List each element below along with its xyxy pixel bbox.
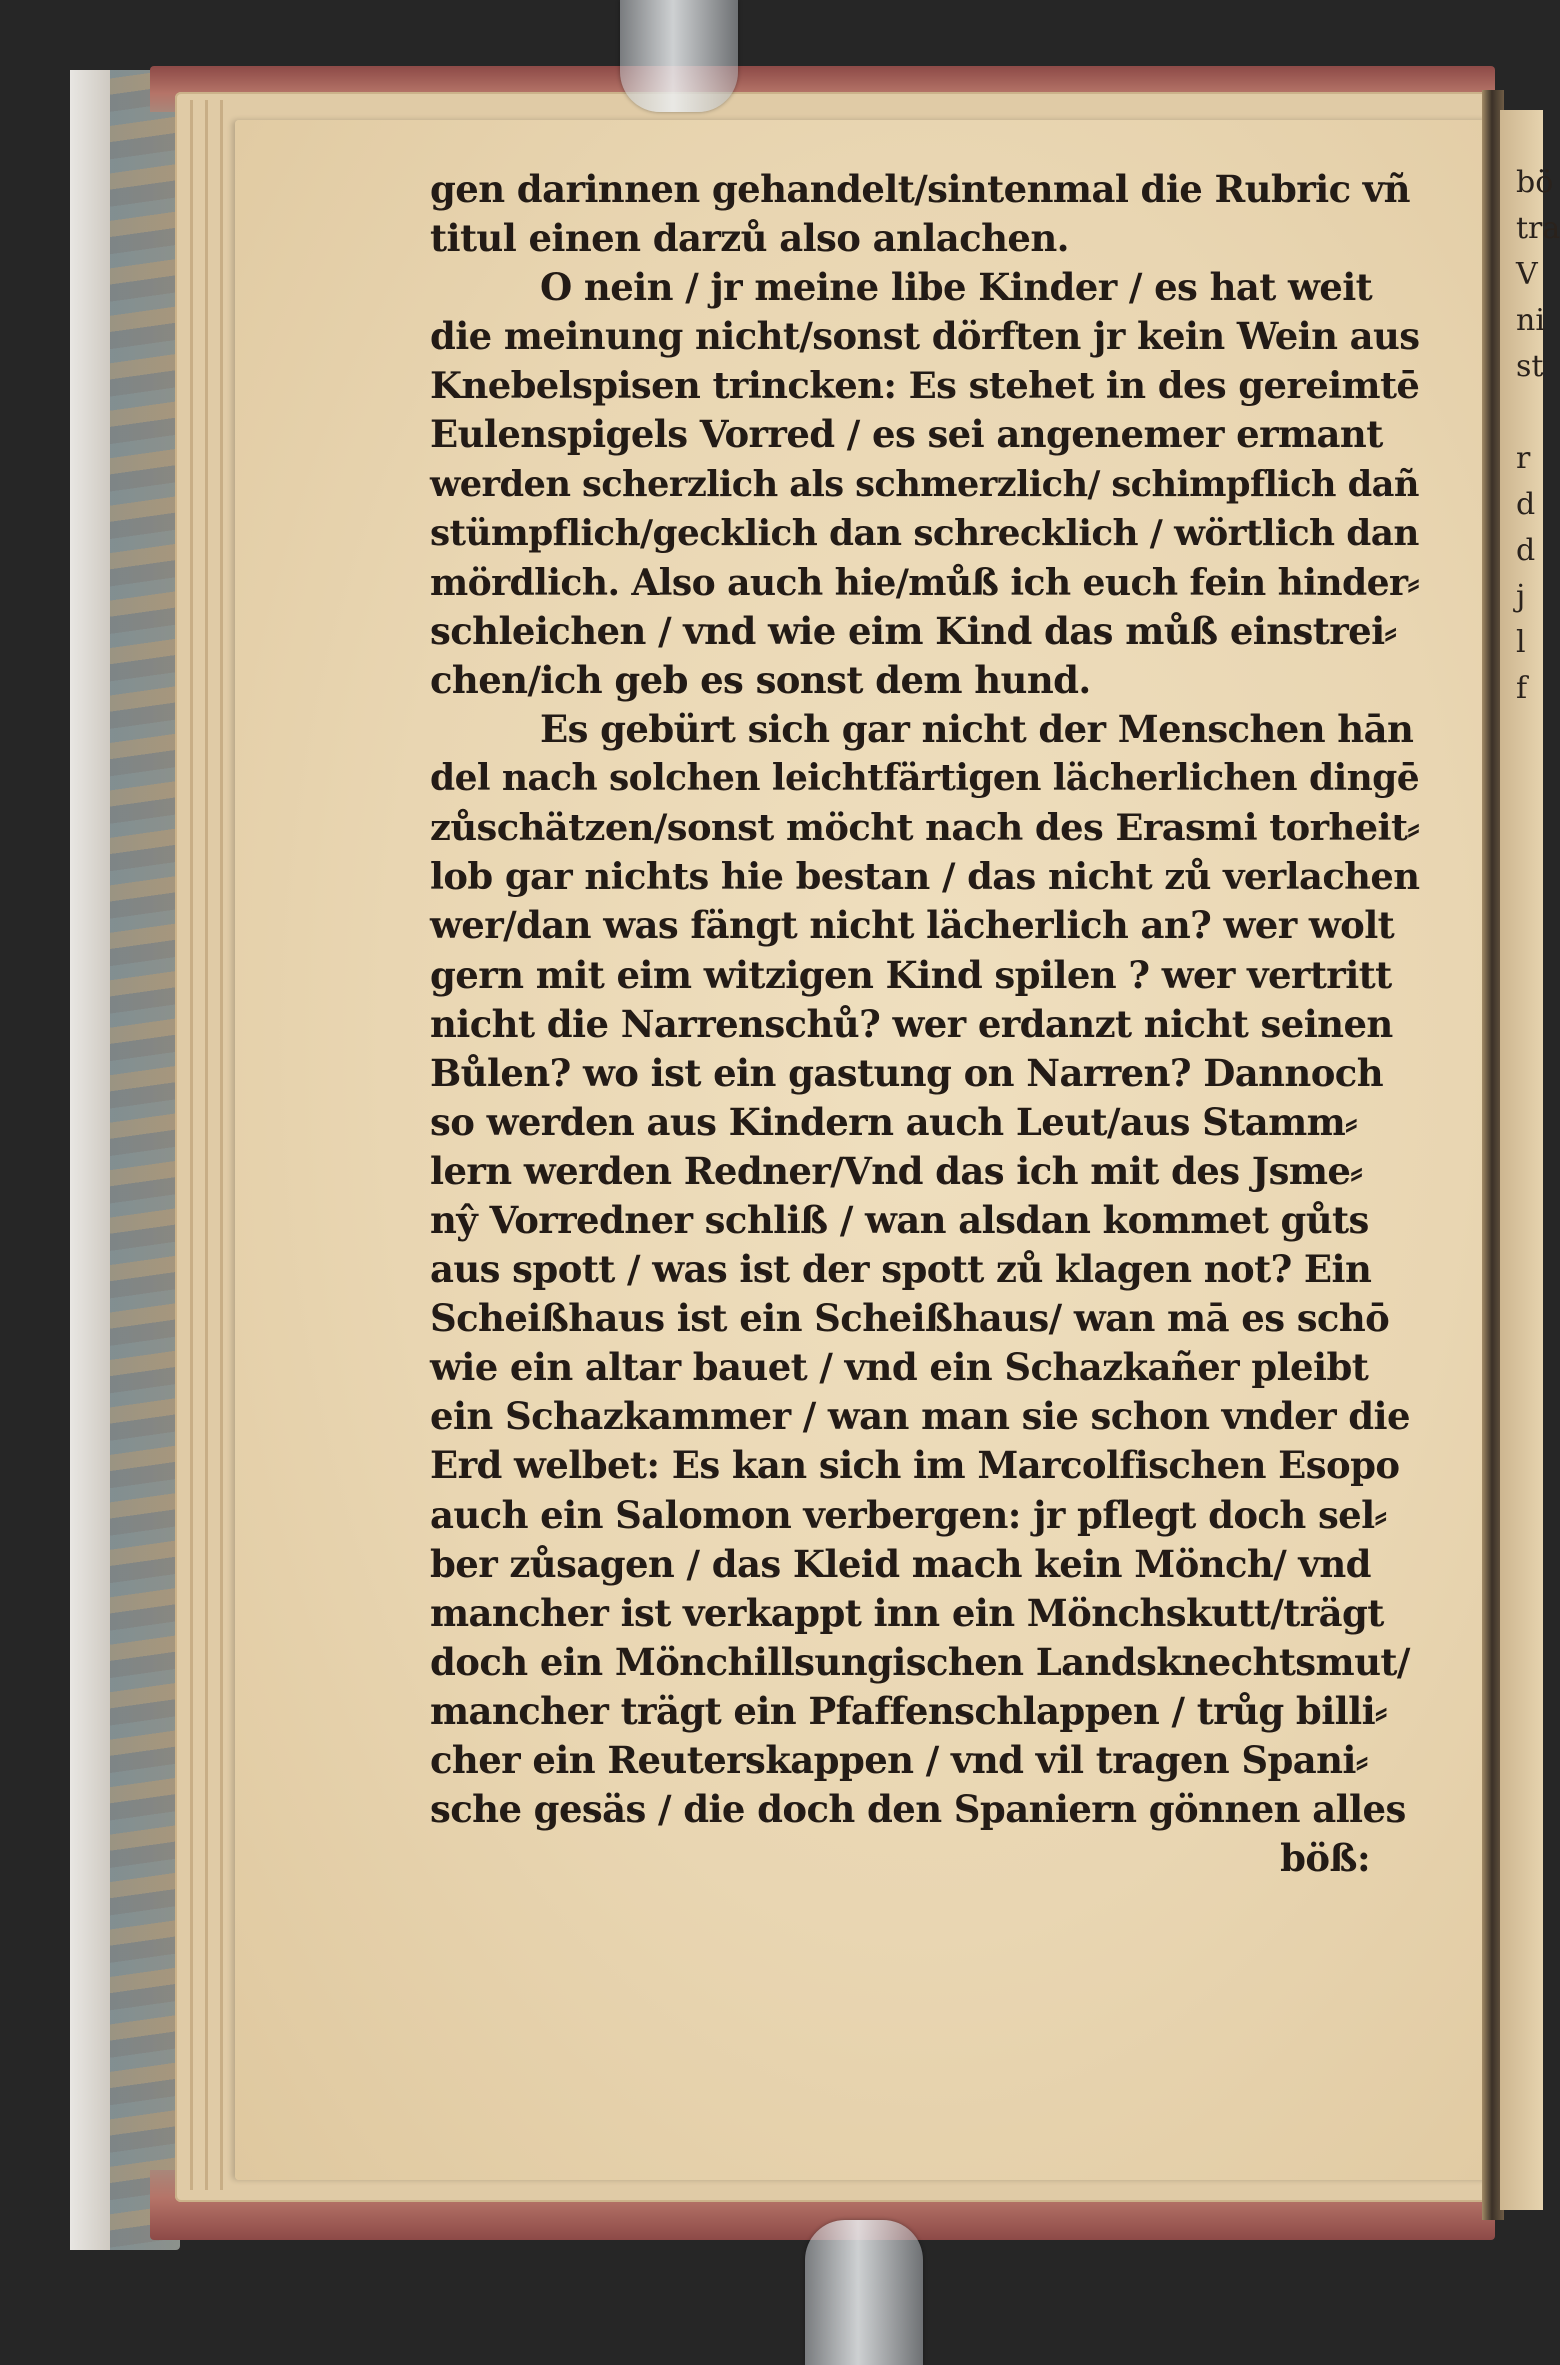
text-line: ein Schazkammer / wan man sie schon vnder die (430, 1394, 1410, 1439)
page-clip-bottom (805, 2220, 923, 2365)
text-line: lob gar nichts hie bestan / das nicht zů verlachen (430, 854, 1420, 899)
text-line: nŷ Vorredner schliß / wan alsdan kommet gůts (430, 1197, 1369, 1242)
text-line: mördlich. Also auch hie/můß ich euch fein hinder⸗ (430, 560, 1419, 604)
text-line: chen/ich geb es sonst dem hund. (430, 657, 1091, 702)
text-line: lern werden Redner/Vnd das ich mit des Jsme⸗ (430, 1148, 1363, 1193)
text-line: Knebelspisen trincken: Es stehet in des gereimtē (430, 363, 1420, 408)
text-line: auch ein Salomon verbergen: jr pflegt doch sel⸗ (430, 1492, 1387, 1537)
right-page-text-fragments: bö tra V ni st r d d j l f (1516, 165, 1560, 706)
text-line: Eulenspigels Vorred / es sei angenemer ermant (430, 412, 1383, 457)
text-line: ber zůsagen / das Kleid mach kein Mönch/ vnd (430, 1541, 1371, 1586)
page-text-block (430, 165, 1420, 1883)
text-line: aus spott / was ist der spott zů klagen not? Ein (430, 1247, 1372, 1292)
text-line: die meinung nicht/sonst dörften jr kein Wein aus (430, 314, 1420, 359)
text-line: nicht die Narrenschů? wer erdanzt nicht seinen (430, 1001, 1393, 1046)
text-line: Erd welbet: Es kan sich im Marcolfischen Esopo (430, 1443, 1400, 1488)
text-line: wie ein altar bauet / vnd ein Schazkañer pleibt (430, 1345, 1369, 1390)
text-line: O nein / jr meine libe Kinder / es hat weit (540, 265, 1373, 310)
text-line: cher ein Reuterskappen / vnd vil tragen Spani⸗ (430, 1738, 1368, 1782)
text-line: mancher ist verkappt inn ein Mönchskutt/trägt (430, 1590, 1384, 1635)
cover-edge (70, 70, 110, 2250)
page-clip-top (620, 0, 738, 112)
text-line: Bůlen? wo ist ein gastung on Narren? Dannoch (430, 1050, 1384, 1095)
text-line: doch ein Mönchillsungischen Landsknechtsmut/ (430, 1639, 1410, 1684)
text-line: so werden aus Kindern auch Leut/aus Stamm⸗ (430, 1099, 1357, 1144)
text-line: mancher trägt ein Pfaffenschlappen / trůg billi⸗ (430, 1688, 1387, 1733)
text-line: stümpflich/gecklich dan schrecklich / wörtlich dan (430, 511, 1419, 554)
text-line: sche gesäs / die doch den Spaniern gönnen alles (430, 1787, 1406, 1832)
text-line: zůschätzen/sonst möcht nach des Erasmi torheit⸗ (430, 805, 1420, 850)
page-stack-edge (190, 100, 193, 2190)
page-stack-edge (205, 100, 208, 2190)
catchword: böß: (1280, 1836, 1370, 1881)
text-line: del nach solchen leichtfärtigen lächerlichen dingē (430, 757, 1420, 800)
text-line: gen darinnen gehandelt/sintenmal die Rubric vñ (430, 167, 1410, 211)
text-line: gern mit eim witzigen Kind spilen ? wer vertritt (430, 952, 1392, 997)
page-stack-edge (220, 100, 223, 2190)
text-line: Es gebürt sich gar nicht der Menschen hān (540, 707, 1414, 752)
text-line: werden scherzlich als schmerzlich/ schimpflich dañ (430, 463, 1419, 505)
text-line: schleichen / vnd wie eim Kind das můß einstrei⸗ (430, 608, 1397, 653)
text-line: Scheißhaus ist ein Scheißhaus/ wan mā es schō (430, 1296, 1390, 1341)
text-line: wer/dan was fängt nicht lächerlich an? wer wolt (430, 903, 1395, 948)
text-line: titul einen darzů also anlachen. (430, 216, 1069, 261)
